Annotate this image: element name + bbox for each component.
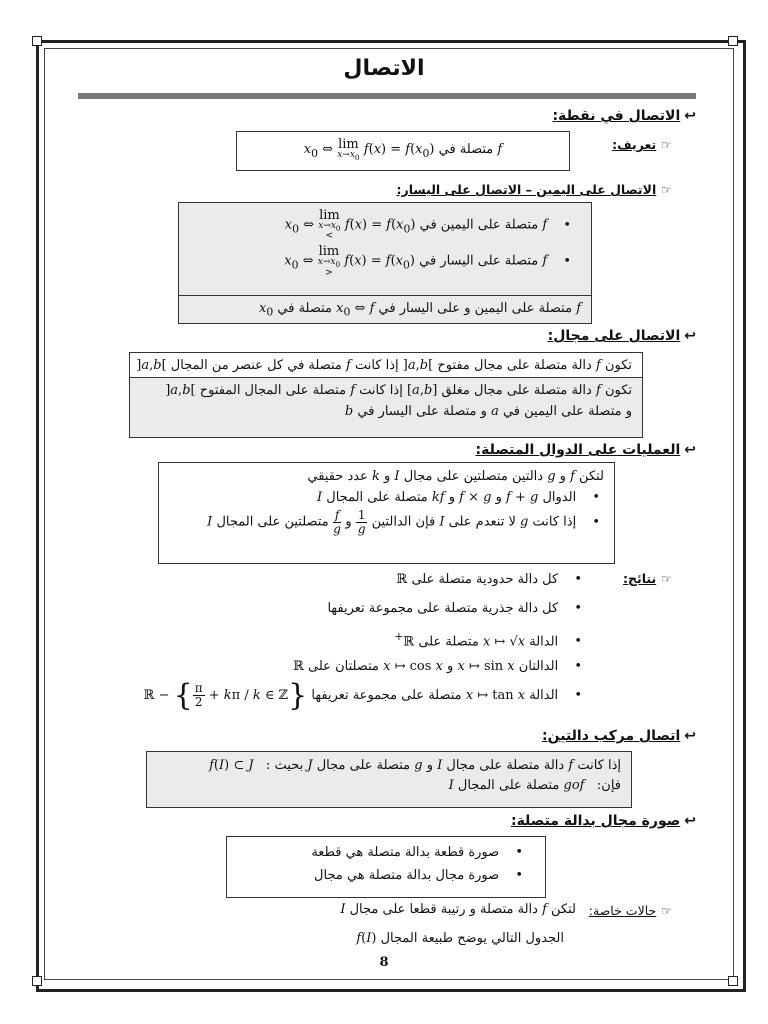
heading-text: صورة مجال بدالة متصلة: bbox=[510, 813, 681, 829]
list-item: • الدالة x ↦ √x متصلة على ℝ+ bbox=[293, 630, 582, 659]
heading-text: الاتصال على مجال: bbox=[547, 328, 681, 344]
definition-box: f متصلة في $x_0$ ⇔ lim $x\to x_0$ $f(x) = f(x_0)$ bbox=[236, 131, 570, 171]
text: كل دالة جذرية متصلة على مجموعة تعريفها bbox=[327, 601, 559, 616]
text: متصلة على المجال bbox=[457, 778, 560, 793]
frame-corner bbox=[32, 36, 42, 46]
text: فإن الدالتين bbox=[371, 514, 436, 530]
text: الدوال bbox=[542, 490, 577, 505]
special-line-2: الجدول التالي يوضح طبيعة المجال f(I) bbox=[356, 931, 564, 946]
results-label-text: نتائج: bbox=[623, 571, 657, 586]
page-number: 8 bbox=[379, 955, 389, 970]
heading-composition bbox=[542, 728, 696, 744]
frame-corner bbox=[728, 36, 738, 46]
definition-label-text: تعريف: bbox=[612, 137, 657, 152]
arrow-icon: ↩ bbox=[684, 328, 696, 344]
text: و bbox=[426, 758, 433, 773]
frame-corner bbox=[728, 976, 738, 986]
text: تكون bbox=[604, 358, 632, 373]
text: متصلة على المجال المفتوح bbox=[199, 383, 347, 398]
operations-box: لتكن f و g دالتين متصلتين على مجال I و k عدد حقيقي • الدوال f + g و f × g و kf متصلة على المجال I • إذا كانت g لا تنعدم على I فإن الدالتين $\frac{1}{g}$ و $\frac{f}{g}$ متصلتين على المجال I bbox=[158, 462, 615, 564]
heading-continuity-on-interval bbox=[548, 328, 696, 344]
pointer-icon: ☞ bbox=[661, 904, 672, 918]
arrow-icon: ↩ bbox=[684, 442, 696, 458]
arrow-icon: ↩ bbox=[684, 813, 696, 829]
text: لا تنعدم على bbox=[448, 514, 516, 530]
continuous-at-text: متصلة في bbox=[277, 301, 333, 316]
text: الدالة bbox=[529, 634, 559, 650]
image-box bbox=[226, 836, 546, 898]
side-continuity-label bbox=[397, 182, 673, 197]
text: دالة متصلة على مجال مفتوح bbox=[437, 358, 592, 373]
title-rule bbox=[78, 93, 696, 99]
list-item: • الدالة x ↦ tan x متصلة على مجموعة تعريفها ℝ − { $\frac{\pi}{2}$ + kπ / k ∈ ℤ} bbox=[144, 678, 582, 713]
list-item: • كل دالة حدودية متصلة على ℝ bbox=[293, 572, 582, 601]
list-item bbox=[293, 601, 582, 630]
frame-corner bbox=[32, 976, 42, 986]
both-sides-text: متصلة على اليمين و على اليسار في bbox=[378, 301, 573, 316]
text: صورة مجال بدالة متصلة هي مجال bbox=[314, 868, 500, 883]
text: دالة متصلة و رتيبة قطعا على مجال bbox=[349, 902, 538, 917]
text: إذا كانت bbox=[532, 514, 577, 530]
text: الدالتان bbox=[518, 659, 559, 674]
heading-text: اتصال مركب دالتين: bbox=[542, 728, 681, 744]
text: و متصلة على اليمين في bbox=[502, 404, 632, 419]
text: متصلة على bbox=[418, 634, 479, 650]
text: إذا كانت bbox=[359, 383, 403, 398]
text: متصلة في كل عنصر من المجال bbox=[170, 358, 342, 373]
heading-text: العمليات على الدوال المتصلة: bbox=[475, 442, 681, 458]
text: عدد حقيقي bbox=[307, 469, 368, 484]
special-label-text: حالات خاصة: bbox=[588, 903, 657, 918]
text: دالة متصلة على مجال bbox=[446, 758, 565, 773]
list-item: • الدالتان x ↦ sin x و x ↦ cos x متصلتان على ℝ bbox=[293, 659, 582, 691]
arrow-icon: ↩ bbox=[684, 728, 696, 744]
text: كل دالة حدودية متصلة على bbox=[411, 572, 559, 587]
text: إذا كانت bbox=[577, 758, 621, 773]
text: الدالة bbox=[529, 688, 559, 703]
text: متصلة على المجال bbox=[326, 490, 428, 505]
text: متصلة على مجموعة تعريفها bbox=[311, 688, 462, 703]
text: الجدول التالي يوضح طبيعة المجال bbox=[380, 931, 564, 946]
heading-image-of-interval bbox=[511, 813, 696, 829]
text: دالة متصلة على مجال مغلق bbox=[441, 383, 592, 398]
heading-text: الاتصال في نقطة: bbox=[552, 108, 681, 124]
text: لتكن bbox=[551, 902, 576, 917]
text: بحيث : bbox=[266, 758, 304, 773]
arrow-icon: ↩ bbox=[684, 108, 696, 124]
results-label bbox=[623, 571, 672, 586]
pointer-icon: ☞ bbox=[661, 183, 672, 197]
side-continuity-box: • f متصلة على اليمين في $x_0$ ⇔ lim $x\to x_0$ > $f(x) = f(x_0)$ • f متصلة على اليسار في $x_0$ ⇔ lim $x\to x_0$ < $f(x) = f(x_0)$ f متصلة على اليمين و على اليسار في $x_0$ ⇔ f متصلة في $x_0$ bbox=[178, 202, 592, 324]
text: و متصلة على اليسار في bbox=[357, 404, 487, 419]
side-label-text: الاتصال على اليمين – الاتصال على اليسار: bbox=[396, 182, 657, 197]
special-cases-label bbox=[589, 903, 672, 918]
heading-continuity-at-point bbox=[552, 108, 696, 124]
pointer-icon: ☞ bbox=[661, 572, 672, 586]
text: تكون bbox=[604, 383, 632, 398]
left-continuity-text: متصلة على اليسار في bbox=[419, 253, 539, 269]
heading-operations bbox=[476, 442, 696, 458]
text: متصلة على مجال bbox=[316, 758, 411, 773]
pointer-icon: ☞ bbox=[661, 138, 672, 152]
list-item bbox=[227, 860, 545, 883]
special-line-1: لتكن f دالة متصلة و رتيبة قطعا على مجال I bbox=[340, 902, 576, 917]
def-text: متصلة في bbox=[438, 142, 494, 158]
text: و bbox=[447, 659, 454, 674]
results-list bbox=[293, 572, 582, 691]
interval-box: تكون f دالة متصلة على مجال مفتوح ]a,b[ إذا كانت f متصلة في كل عنصر من المجال ]a,b[ تكون f دالة متصلة على مجال مغلق [a,b] إذا كانت f متصلة على المجال المفتوح ]a,b[ و متصلة على اليمين في a و متصلة على اليسار في b bbox=[129, 352, 643, 438]
composition-box: إذا كانت f دالة متصلة على مجال I و g متصلة على مجال J بحيث : f(I) ⊂ J فإن: gof متصلة على المجال I bbox=[146, 751, 632, 808]
text: متصلتين على المجال bbox=[216, 514, 329, 530]
page-title: الاتصال bbox=[343, 56, 425, 81]
text: فإن: bbox=[596, 778, 621, 793]
text: لتكن bbox=[579, 469, 604, 484]
definition-label bbox=[612, 137, 672, 152]
list-item bbox=[227, 837, 545, 860]
right-continuity-text: متصلة على اليمين في bbox=[419, 217, 539, 233]
text: متصلتان على bbox=[308, 659, 379, 674]
text: صورة قطعة بدالة متصلة هي قطعة bbox=[311, 845, 500, 860]
text: إذا كانت bbox=[354, 358, 399, 373]
text: دالتين متصلتين على مجال bbox=[403, 469, 544, 484]
